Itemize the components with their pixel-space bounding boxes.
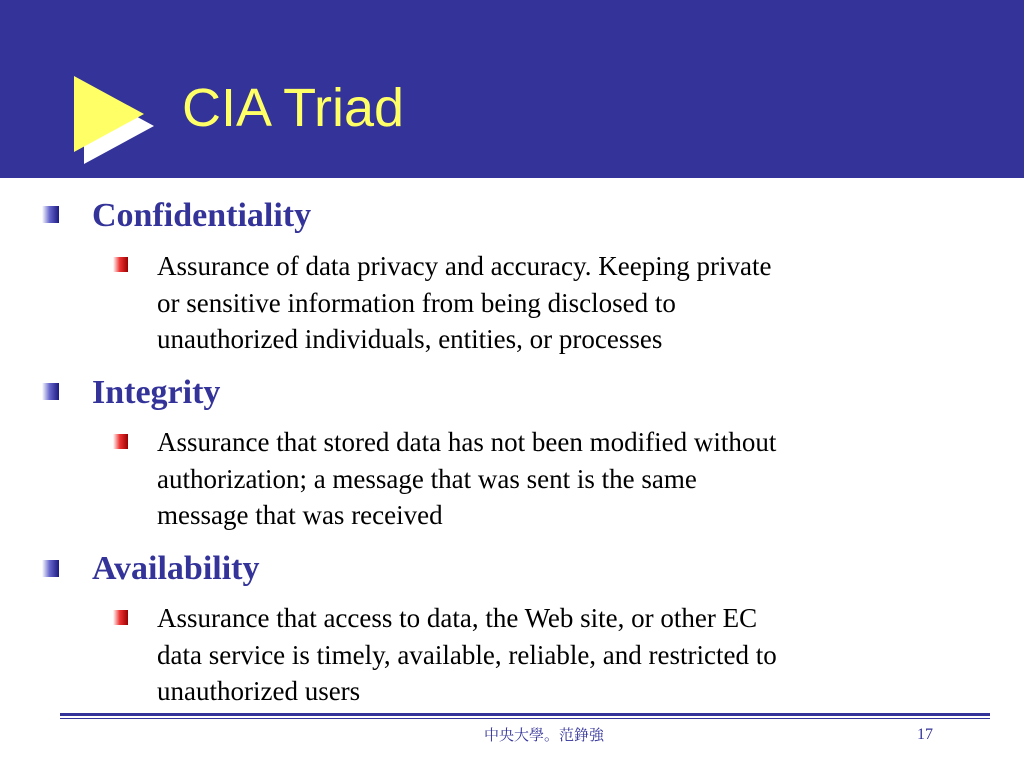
- topic-description: [157, 248, 957, 358]
- play-arrow-icon: [70, 72, 160, 164]
- description-line: unauthorized users: [157, 676, 361, 706]
- description-line: Assurance that stored data has not been modified without: [157, 427, 777, 457]
- page-number: 17: [917, 726, 933, 743]
- red-square-bullet-icon: [113, 434, 128, 449]
- description-line: unauthorized individuals, entities, or processes: [157, 324, 663, 354]
- topic-description: [157, 424, 957, 534]
- description-line: Assurance that access to data, the Web site, or other EC: [157, 603, 758, 633]
- red-square-bullet-icon: [113, 610, 128, 625]
- square-bullet-icon: [42, 560, 59, 577]
- description-line: Assurance of data privacy and accuracy. Keeping private: [157, 251, 772, 281]
- footer-author: 中央大學。范錚強: [483, 726, 604, 744]
- footer-divider: [60, 713, 990, 716]
- topic-description: [157, 600, 957, 710]
- square-bullet-icon: [42, 383, 59, 400]
- topic-heading: Availability: [92, 550, 260, 587]
- description-line: or sensitive information from being disclosed to: [157, 287, 676, 318]
- footer-divider-thin: [60, 718, 990, 719]
- topic-heading: Integrity: [92, 374, 221, 411]
- topic-heading: Confidentiality: [92, 197, 312, 234]
- red-square-bullet-icon: [113, 257, 128, 272]
- description-line: message that was received: [157, 500, 443, 530]
- description-line: data service is timely, available, reliable, and restricted to: [157, 639, 777, 670]
- slide-title: CIA Triad: [182, 78, 405, 138]
- description-line: authorization; a message that was sent is the same: [157, 463, 697, 494]
- square-bullet-icon: [42, 206, 59, 223]
